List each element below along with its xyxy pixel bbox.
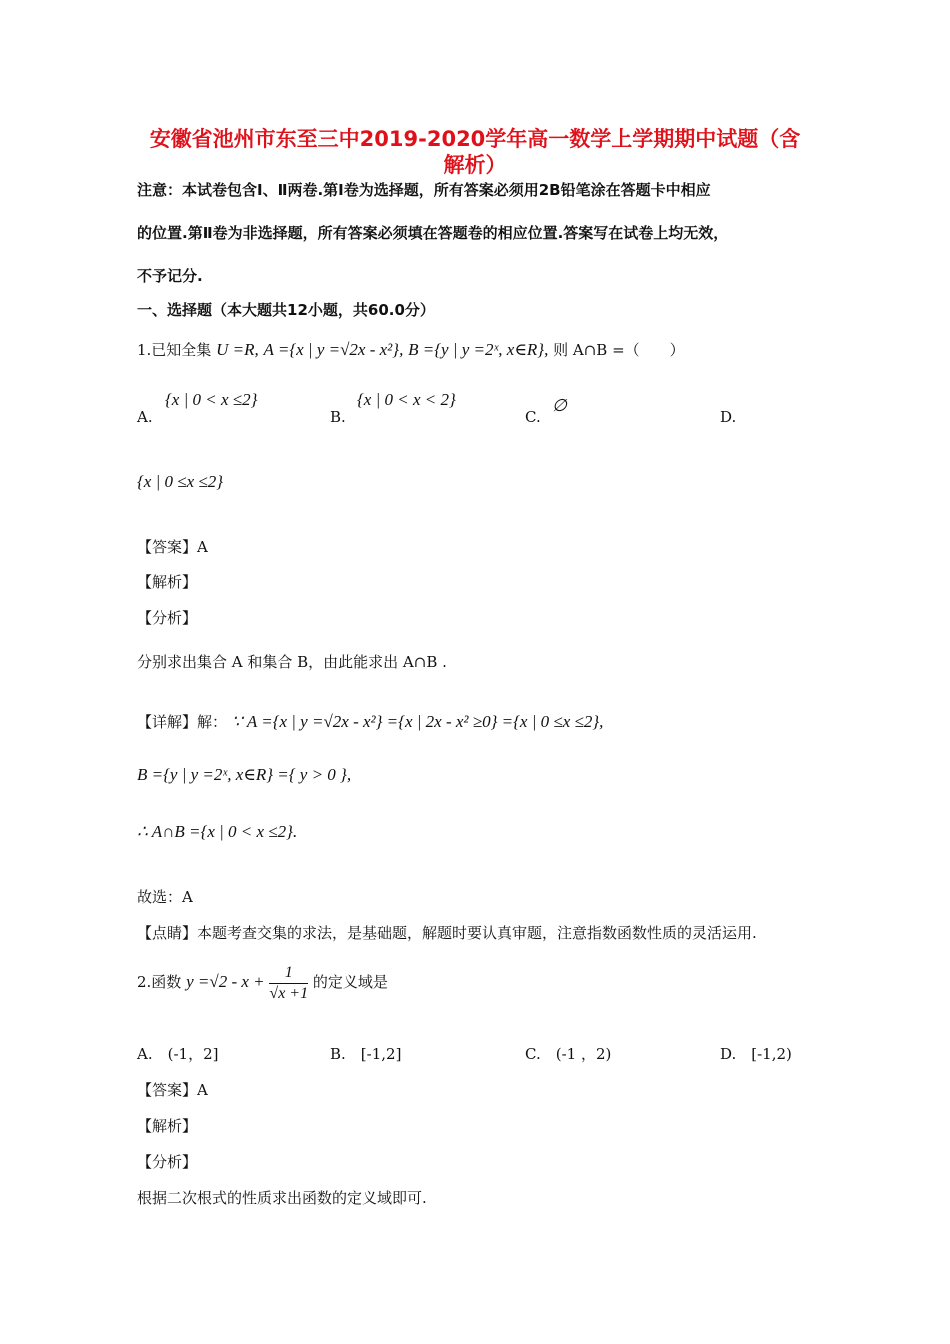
q1-detail-line2: B ={y | y =2ˣ, x∈R} ={ y > 0 }, xyxy=(137,765,352,784)
q1-stem-suffix: 则 A∩B =（ ） xyxy=(553,341,685,359)
q2-fraction-numerator: 1 xyxy=(269,963,308,984)
q1-option-d-label: D. xyxy=(720,408,737,426)
q2-option-a: A. (-1，2] xyxy=(137,1045,219,1063)
q1-stem-set-a: A ={x | y =√2x - x²}, xyxy=(263,340,404,359)
q1-option-c-label: C. xyxy=(525,408,541,426)
q2-stem-suffix: 的定义域是 xyxy=(312,973,388,991)
q2-answer: 【答案】A xyxy=(137,1081,208,1099)
q1-fenxi-text: 分别求出集合 A 和集合 B，由此能求出 A∩B . xyxy=(137,653,447,671)
notice-line2: 的位置.第Ⅱ卷为非选择题，所有答案必须填在答题卷的相应位置.答案写在试卷上均无效， xyxy=(137,224,729,242)
notice-line3: 不予记分. xyxy=(137,267,203,285)
q1-stem-set-b: B ={y | y =2ˣ, x∈R}, xyxy=(408,340,549,359)
notice-line1: 注意：本试卷包含Ⅰ、Ⅱ两卷.第Ⅰ卷为选择题，所有答案必须用2B铅笔涂在答题卡中相应 xyxy=(137,181,711,199)
q2-analysis-label: 【解析】 xyxy=(137,1117,198,1135)
q2-fenxi-text: 根据二次根式的性质求出函数的定义域即可. xyxy=(137,1189,427,1207)
section-heading: 一、选择题（本大题共12小题，共60.0分） xyxy=(137,301,435,319)
q1-stem xyxy=(137,340,685,360)
q1-choice: 故选：A xyxy=(137,888,193,906)
q2-stem-function: y =√2 - x + xyxy=(186,972,265,991)
q1-comment: 【点睛】本题考查交集的求法，是基础题，解题时要认真审题，注意指数函数性质的灵活运用. xyxy=(137,924,757,942)
q1-option-b-math: {x | 0 < x < 2} xyxy=(357,390,456,409)
q1-stem-prefix: 1.已知全集 xyxy=(137,341,212,359)
q1-option-b-label: B. xyxy=(330,408,346,426)
q1-detail-label: 【详解】解： xyxy=(137,713,228,731)
q1-detail-math1: ∵ A ={x | y =√2x - x²} ={x | 2x - x² ≥0} ={x | 0 ≤x ≤2}, xyxy=(231,712,604,731)
q2-option-c: C. (-1 ，2) xyxy=(525,1045,612,1063)
q1-fenxi-label: 【分析】 xyxy=(137,609,198,627)
q1-stem-universal-set: U =R, xyxy=(216,340,259,359)
q1-detail-line1 xyxy=(137,712,603,732)
q1-option-a-math: {x | 0 < x ≤2} xyxy=(165,390,258,409)
q2-fraction-denominator: √x +1 xyxy=(269,984,309,1002)
document-title-line1: 安徽省池州市东至三中2019-2020学年高一数学上学期期中试题（含 xyxy=(149,127,801,151)
q2-fenxi-label: 【分析】 xyxy=(137,1153,198,1171)
q1-option-a-label: A. xyxy=(137,408,153,426)
q2-stem-prefix: 2.函数 xyxy=(137,973,182,991)
document-title-line2: 解析） xyxy=(443,153,507,177)
q1-option-c-math: ∅ xyxy=(552,396,567,415)
q1-detail-line3: ∴ A∩B ={x | 0 < x ≤2}. xyxy=(137,822,298,841)
q1-answer: 【答案】A xyxy=(137,538,208,556)
q2-stem-fraction xyxy=(269,963,308,1004)
q2-option-d: D. [-1,2) xyxy=(720,1045,792,1063)
q2-stem xyxy=(137,962,388,1004)
q2-option-b: B. [-1,2] xyxy=(330,1045,402,1063)
q1-analysis-label: 【解析】 xyxy=(137,573,198,591)
q1-option-d-math: {x | 0 ≤x ≤2} xyxy=(137,472,224,491)
